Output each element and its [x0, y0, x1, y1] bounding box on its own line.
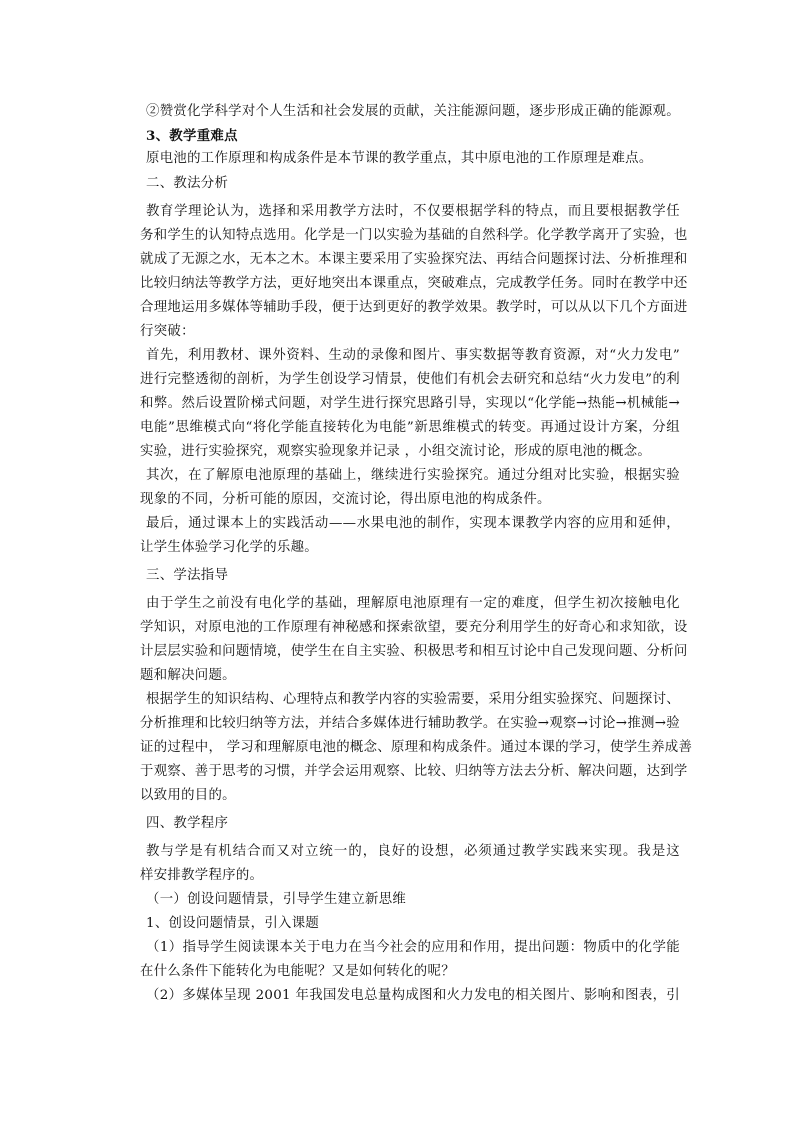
text-line: 最后，通过课本上的实践活动——水果电池的制作，实现本课教学内容的应用和延伸， [146, 516, 680, 531]
text-line: 比较归纳法等教学方法，更好地突出本课重点，突破难点，完成教学任务。同时在教学中还 [140, 276, 688, 291]
subsection-heading: （一）创设问题情景，引导学生建立新思维 [146, 892, 407, 907]
text-line: 实验，进行实验探究，观察实验现象并记录 ，小组交流讨论，形成的原电池的概念。 [140, 444, 652, 459]
text-line: 让学生体验学习化学的乐趣。 [140, 540, 318, 555]
text-line: 现象的不同，分析可能的原因，交流讨论，得出原电池的构成条件。 [140, 492, 551, 507]
section-heading: 三、学法指导 [146, 568, 229, 583]
text-line: （2）多媒体呈现 2001 年我国发电总量构成图和火力发电的相关图片、影响和图表，引 [146, 988, 680, 1003]
text-line: 由于学生之前没有电化学的基础，理解原电池原理有一定的难度，但学生初次接触电化 [146, 596, 680, 611]
subsection-heading: 1、创设问题情景，引入课题 [146, 916, 320, 931]
text-line: 样安排教学程序的。 [140, 868, 264, 883]
text-line: （1）指导学生阅读课本关于电力在当今社会的应用和作用，提出问题：物质中的化学能 [146, 940, 680, 955]
text-line: 在什么条件下能转化为电能呢？又是如何转化的呢？ [140, 964, 455, 979]
text-line: 于观察、善于思考的习惯，并学会运用观察、比较、归纳等方法去分析、解决问题，达到学 [140, 764, 688, 779]
text-line: 务和学生的认知特点选用。化学是一门以实验为基础的自然科学。化学教学离开了实验，也 [140, 228, 688, 243]
text-line: 教育学理论认为，选择和采用教学方法时，不仅要根据学科的特点，而且要根据教学任 [146, 204, 680, 219]
section-heading: 3、教学重难点 [146, 128, 238, 144]
text-line: 首先，利用教材、课外资料、生动的录像和图片、事实数据等教育资源，对“火力发电” [146, 348, 680, 363]
text-line: 分析推理和比较归纳等方法，并结合多媒体进行辅助教学。在实验→观察→讨论→推测→验 [140, 716, 680, 731]
text-line: 行突破： [140, 324, 195, 339]
text-line: 合理地运用多媒体等辅助手段，便于达到更好的教学效果。教学时，可以从以下几个方面进 [140, 300, 688, 315]
text-line: ②赞赏化学科学对个人生活和社会发展的贡献，关注能源问题，逐步形成正确的能源观。 [146, 104, 680, 119]
text-line: 就成了无源之水，无本之木。本课主要采用了实验探究法、再结合问题探讨法、分析推理和 [140, 252, 688, 267]
text-line: 电能”思维模式向“将化学能直接转化为电能”新思维模式的转变。再通过设计方案，分组 [140, 420, 680, 435]
text-line: 教与学是有机结合而又对立统一的，良好的设想，必须通过教学实践来实现。我是这 [146, 844, 680, 859]
text-line: 和弊。然后设置阶梯式问题，对学生进行探究思路引导，实现以“化学能→热能→机械能→ [140, 396, 680, 411]
text-line: 计层层实验和问题情境，使学生在自主实验、积极思考和相互讨论中自己发现问题、分析问 [140, 644, 688, 659]
text-line: 进行完整透彻的剖析，为学生创设学习情景，使他们有机会去研究和总结“火力发电”的利 [140, 372, 680, 387]
section-heading: 二、教法分析 [146, 176, 229, 191]
text-line: 证的过程中， 学习和理解原电池的概念、原理和构成条件。通过本课的学习，使学生养成善 [140, 740, 693, 755]
section-heading: 四、教学程序 [146, 816, 229, 831]
text-line: 根据学生的知识结构、心理特点和教学内容的实验需要，采用分组实验探究、问题探讨、 [146, 692, 680, 707]
text-line: 以致用的目的。 [140, 788, 236, 803]
text-line: 原电池的工作原理和构成条件是本节课的教学重点，其中原电池的工作原理是难点。 [146, 151, 653, 166]
text-line: 学知识，对原电池的工作原理有神秘感和探索欲望，要充分利用学生的好奇心和求知欲，设 [140, 620, 688, 635]
text-line: 其次，在了解原电池原理的基础上，继续进行实验探究。通过分组对比实验，根据实验 [146, 468, 680, 483]
text-line: 题和解决问题。 [140, 668, 236, 683]
